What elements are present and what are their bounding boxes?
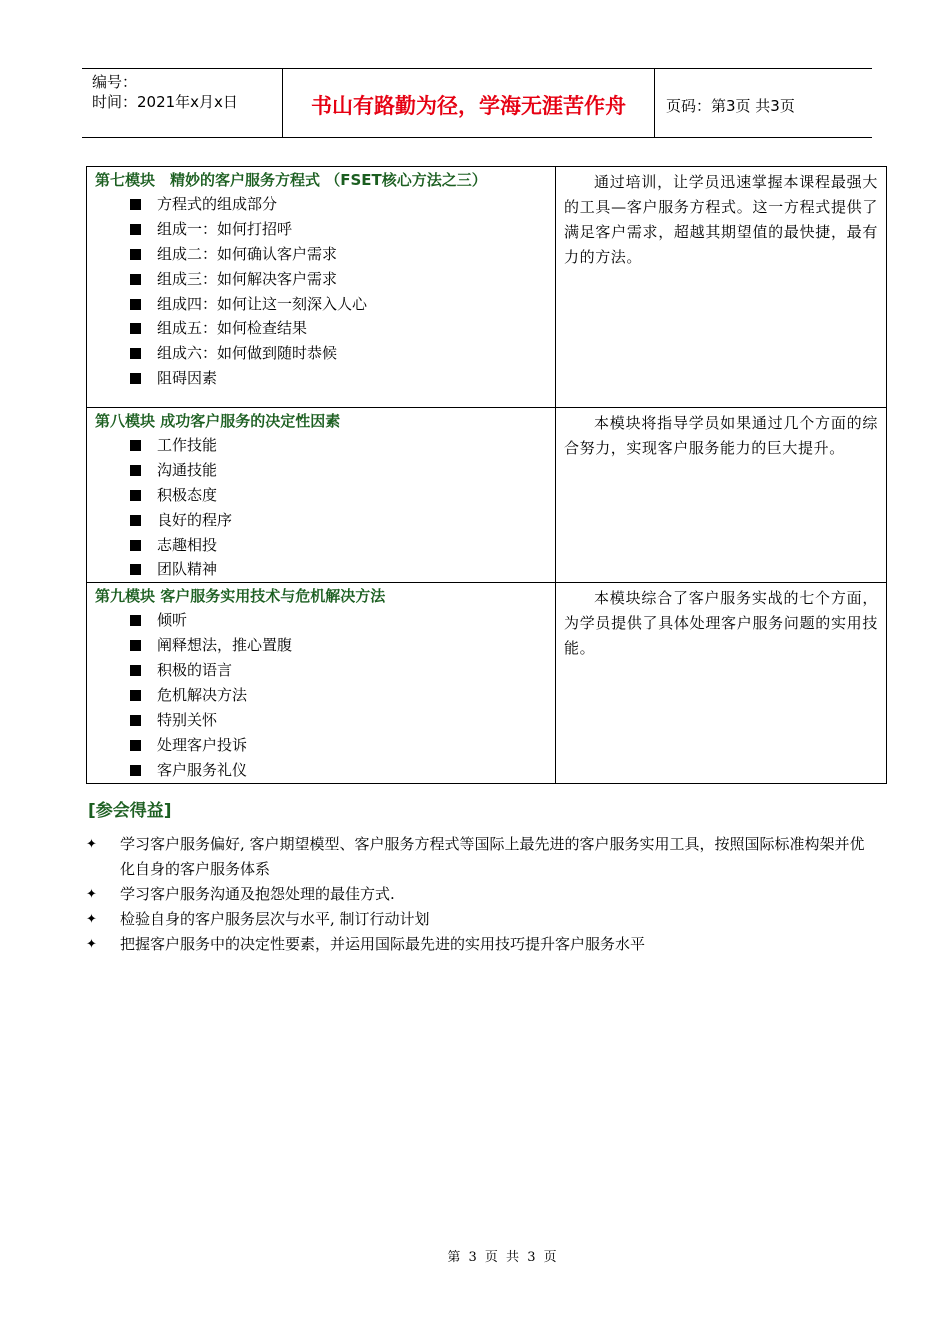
- square-bullet-icon: [130, 348, 141, 359]
- list-item: [87, 242, 555, 267]
- list-item: [87, 633, 555, 658]
- list-item: [87, 508, 555, 533]
- module-description-cell: [556, 167, 887, 408]
- list-item: [87, 458, 555, 483]
- square-bullet-icon: [130, 640, 141, 651]
- page-footer: 第 3 页 共 3 页: [447, 1250, 559, 1265]
- list-item: [86, 907, 876, 932]
- list-item: [87, 267, 555, 292]
- item-text: 组成三：如何解决客户需求: [157, 269, 338, 288]
- list-item: [87, 483, 555, 508]
- module-row: [87, 408, 887, 583]
- benefit-text: 学习客户服务偏好, 客户期望模型、客户服务方程式等国际上最先进的客户服务实用工具，按照国际标准构架并优化自身的客户服务体系: [120, 835, 865, 878]
- square-bullet-icon: [130, 199, 141, 210]
- modules-table: [86, 166, 887, 784]
- module-content-cell: [87, 408, 556, 583]
- list-item: [87, 316, 555, 341]
- list-item: [86, 832, 876, 882]
- module-title: 第八模块 成功客户服务的决定性因素: [95, 412, 341, 430]
- header-time: 时间：2021年x月x日: [92, 93, 238, 111]
- list-item: [87, 683, 555, 708]
- list-item: [87, 192, 555, 217]
- square-bullet-icon: [130, 249, 141, 260]
- list-item: [87, 366, 555, 391]
- item-text: 倾听: [157, 611, 188, 630]
- item-text: 组成二：如何确认客户需求: [157, 244, 338, 263]
- list-item: [87, 658, 555, 683]
- list-item: [86, 932, 876, 957]
- list-item: [87, 433, 555, 458]
- list-item: [87, 733, 555, 758]
- benefits-list: [86, 832, 876, 957]
- square-bullet-icon: [130, 373, 141, 384]
- item-text: 志趣相投: [157, 535, 218, 554]
- square-bullet-icon: [130, 690, 141, 701]
- list-item: [87, 608, 555, 633]
- square-bullet-icon: [130, 490, 141, 501]
- module-title: 第七模块 精妙的客户服务方程式 （FSET核心方法之三）: [95, 171, 487, 189]
- four-point-star-bullet-icon: ✦: [86, 887, 97, 902]
- module-items: [87, 192, 555, 391]
- square-bullet-icon: [130, 615, 141, 626]
- square-bullet-icon: [130, 465, 141, 476]
- item-text: 阐释想法，推心置腹: [157, 636, 293, 655]
- square-bullet-icon: [130, 564, 141, 575]
- list-item: [86, 882, 876, 907]
- benefit-text: 把握客户服务中的决定性要素，并运用国际最先进的实用技巧提升客户服务水平: [120, 935, 646, 953]
- item-text: 工作技能: [157, 436, 218, 454]
- item-text: 处理客户投诉: [157, 735, 248, 754]
- square-bullet-icon: [130, 540, 141, 551]
- four-point-star-bullet-icon: ✦: [86, 837, 97, 852]
- module-description-cell: [556, 583, 887, 783]
- module-description: 通过培训，让学员迅速掌握本课程最强大的工具—客户服务方程式。这一方程式提供了满足客户需求，超越其期望值的最快捷，最有力的方法。: [564, 173, 878, 266]
- module-description: 本模块将指导学员如果通过几个方面的综合努力，实现客户服务能力的巨大提升。: [564, 414, 878, 457]
- list-item: [87, 217, 555, 242]
- benefits-heading: [参会得益]: [88, 801, 172, 821]
- item-text: 组成五：如何检查结果: [157, 319, 308, 338]
- list-item: [87, 292, 555, 317]
- module-items: [87, 433, 555, 582]
- square-bullet-icon: [130, 440, 141, 451]
- list-item: [87, 758, 555, 783]
- benefit-text: 检验自身的客户服务层次与水平, 制订行动计划: [120, 910, 430, 928]
- module-description: 本模块综合了客户服务实战的七个方面，为学员提供了具体处理客户服务问题的实用技能。: [564, 589, 878, 658]
- list-item: [87, 341, 555, 366]
- item-text: 积极态度: [157, 485, 218, 504]
- item-text: 积极的语言: [157, 661, 233, 680]
- item-text: 方程式的组成部分: [157, 195, 278, 213]
- square-bullet-icon: [130, 299, 141, 310]
- module-row: [87, 167, 887, 408]
- header-number: 编号：: [92, 73, 138, 91]
- module-title: 第九模块 客户服务实用技术与危机解决方法: [95, 587, 386, 606]
- item-text: 组成四：如何让这一刻深入人心: [157, 294, 368, 313]
- square-bullet-icon: [130, 665, 141, 676]
- four-point-star-bullet-icon: ✦: [86, 912, 97, 927]
- header-motto: 书山有路勤为径，学海无涯苦作舟: [283, 69, 655, 137]
- item-text: 组成六：如何做到随时恭候: [157, 344, 338, 363]
- list-item: [87, 557, 555, 582]
- square-bullet-icon: [130, 715, 141, 726]
- square-bullet-icon: [130, 515, 141, 526]
- header-meta: [82, 69, 283, 137]
- module-content-cell: [87, 583, 556, 783]
- item-text: 阻碍因素: [157, 369, 218, 388]
- page-header: [82, 68, 872, 138]
- square-bullet-icon: [130, 224, 141, 235]
- item-text: 危机解决方法: [157, 686, 248, 705]
- item-text: 组成一：如何打招呼: [157, 219, 293, 238]
- item-text: 特别关怀: [157, 710, 218, 729]
- square-bullet-icon: [130, 274, 141, 285]
- list-item: [87, 708, 555, 733]
- module-content-cell: [87, 167, 556, 408]
- module-items: [87, 608, 555, 782]
- header-page-number: 页码：第3页 共3页: [666, 96, 795, 115]
- module-description-cell: [556, 408, 887, 583]
- list-item: [87, 533, 555, 558]
- four-point-star-bullet-icon: ✦: [86, 937, 97, 952]
- item-text: 良好的程序: [157, 510, 233, 529]
- square-bullet-icon: [130, 323, 141, 334]
- item-text: 客户服务礼仪: [157, 760, 248, 779]
- module-row: [87, 583, 887, 783]
- benefit-text: 学习客户服务沟通及抱怨处理的最佳方式.: [120, 885, 395, 903]
- item-text: 沟通技能: [157, 460, 218, 479]
- square-bullet-icon: [130, 740, 141, 751]
- item-text: 团队精神: [157, 560, 218, 579]
- square-bullet-icon: [130, 765, 141, 776]
